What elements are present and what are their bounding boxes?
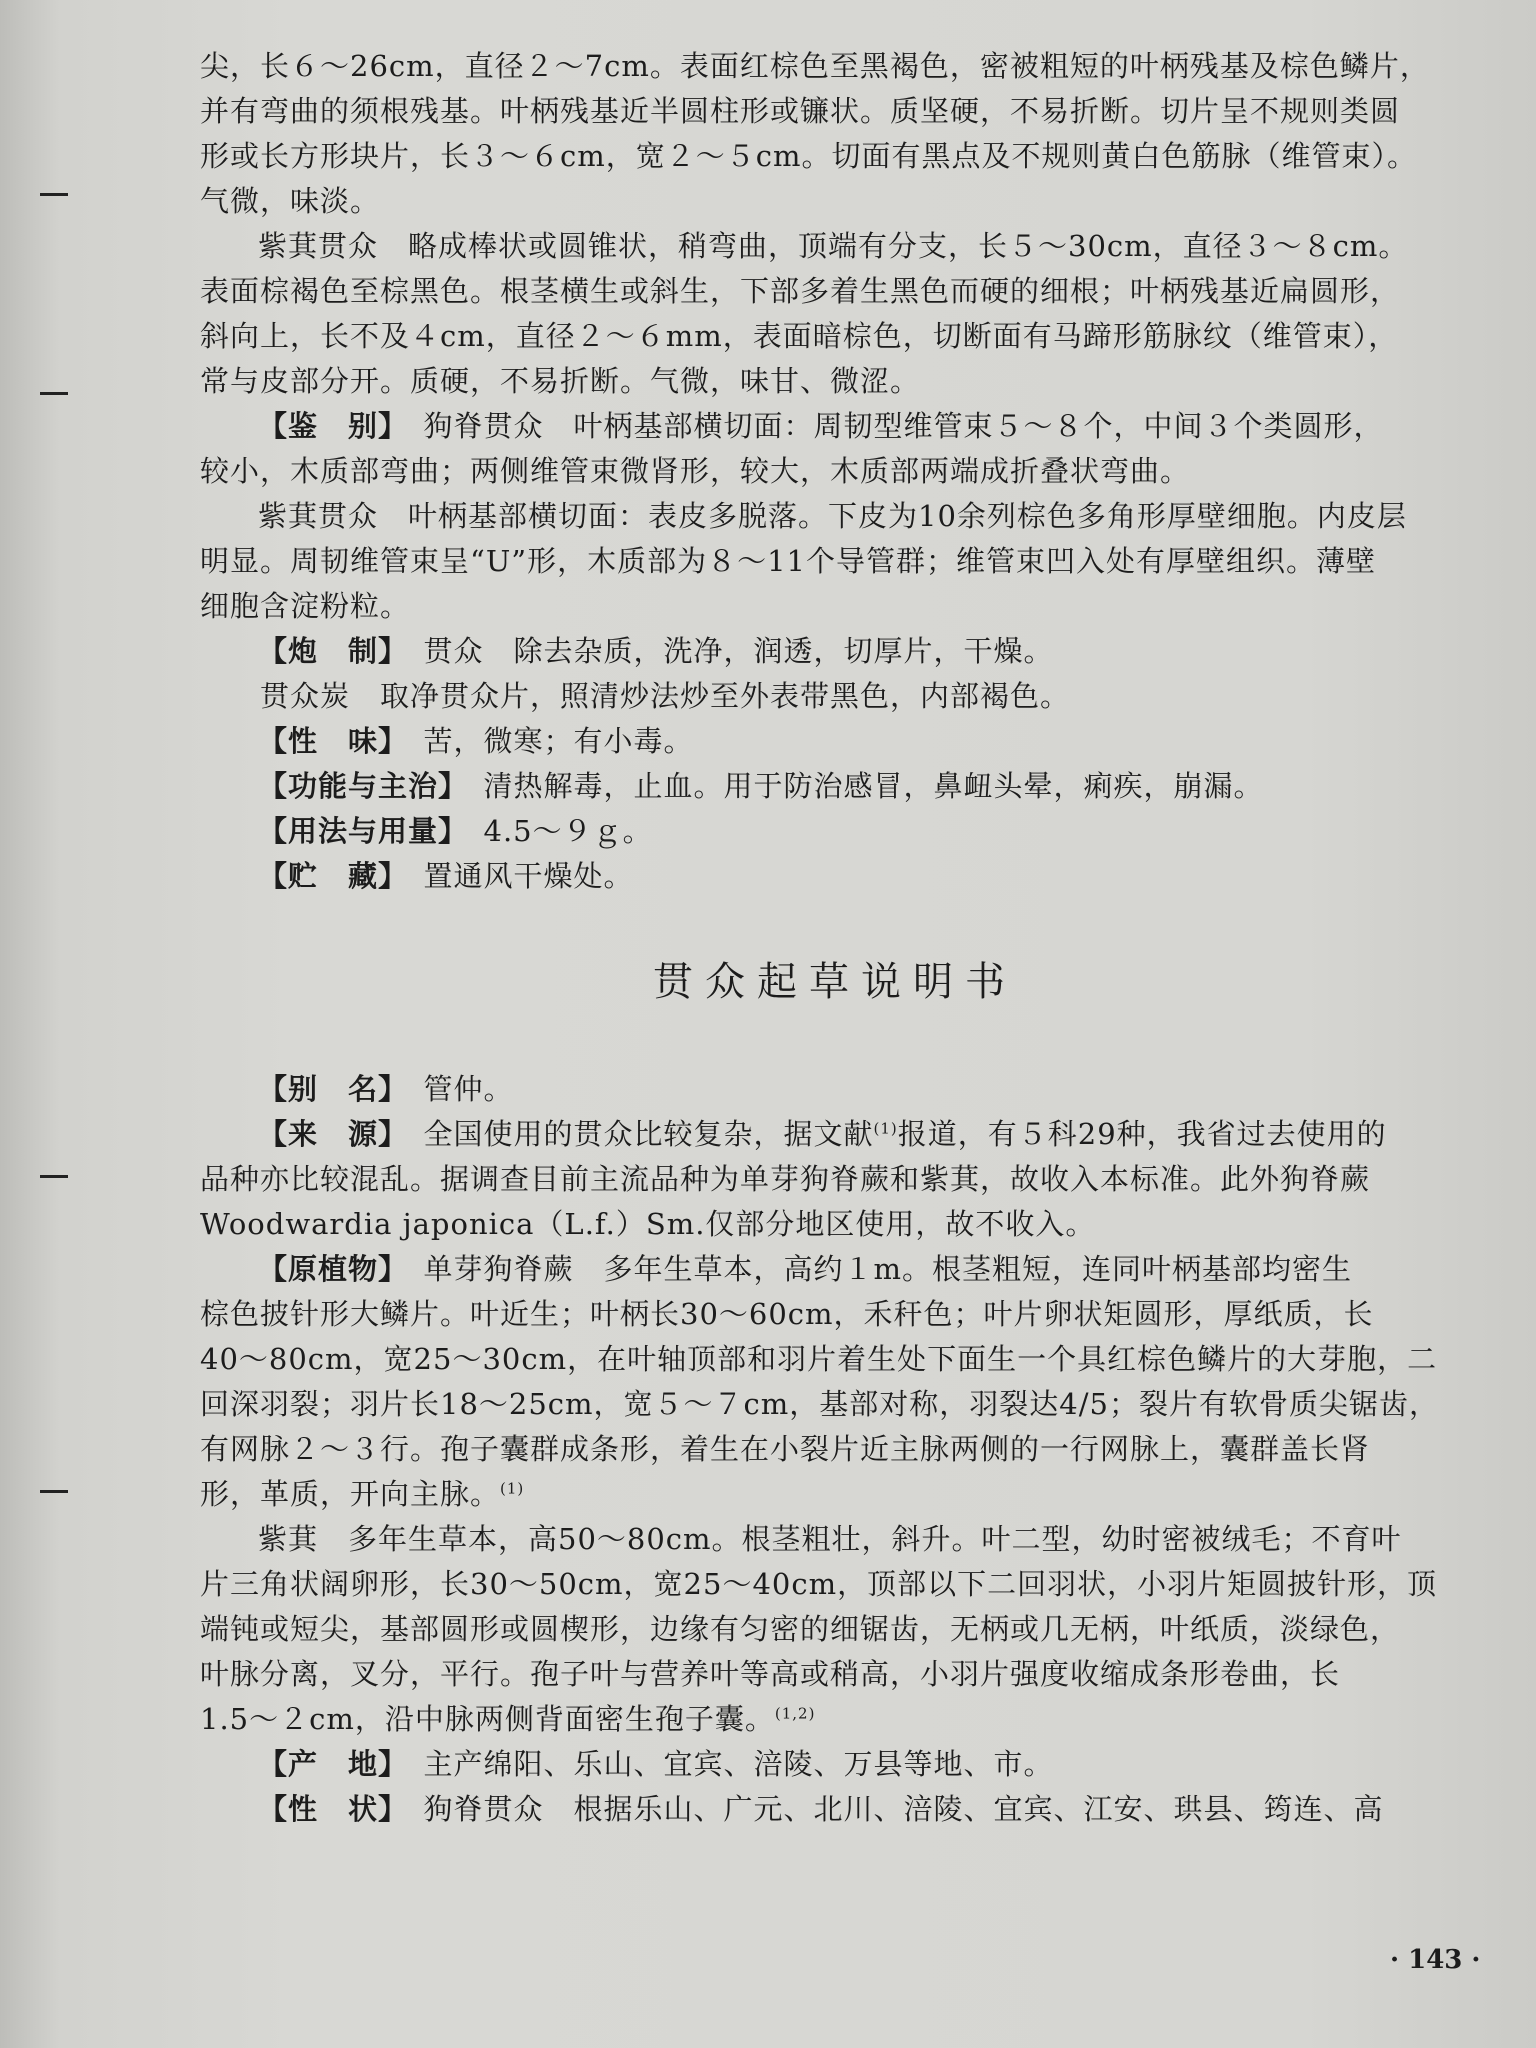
text-line: 叶脉分离，叉分，平行。孢子叶与营养叶等高或稍高，小羽片强度收缩成条形卷曲，长 [200,1657,1341,1691]
section-tag: 【用法与用量】 [258,814,454,848]
text-line: 常与皮部分开。质硬，不易折断。气微，味甘、微涩。 [200,364,921,398]
xingzhuang-paragraph [200,1787,1470,1832]
text-line: 品种亦比较混乱。据调查目前主流品种为单芽狗脊蕨和紫萁，故收入本标准。此外狗脊蕨 [200,1162,1371,1196]
text-line: 紫萁 多年生草本，高50～80cm。根茎粗壮，斜升。叶二型，幼时密被绒毛；不育叶 [258,1522,1402,1556]
text-line: 棕色披针形大鳞片。叶近生；叶柄长30～60cm，禾秆色；叶片卵状矩圆形，厚纸质，长 [200,1297,1374,1331]
text-line: 形，革质，开向主脉。 [200,1477,501,1511]
text-line: 单芽狗脊蕨 多年生草本，高约１m。根茎粗短，连同叶柄基部均密生 [393,1252,1353,1286]
text-line: 4.5～９ｇ。 [453,814,653,848]
chandi-paragraph [200,1742,1470,1787]
text-line: 报道，有５科29种，我省过去使用的 [897,1117,1387,1151]
binding-staple-mark [40,193,68,196]
text-line: 清热解毒，止血。用于防治感冒，鼻衄头晕，痢疾，崩漏。 [453,769,1264,803]
text-line: 全国使用的贯众比较复杂，据文献 [393,1117,874,1151]
reference-marker: (1) [500,1479,525,1498]
zhucang-paragraph [200,854,1470,899]
text-line: 细胞含淀粉粒。 [200,589,411,623]
section-tag: 【性 状】 [258,1792,394,1826]
text-line: 40～80cm，宽25～30cm，在叶轴顶部和羽片着生处下面生一个具红棕色鳞片的大芽胞，二 [200,1342,1438,1376]
text-line: 苦，微寒；有小毒。 [393,724,694,758]
text-line-with-ref [200,1472,1470,1517]
text-line: 较小，木质部弯曲；两侧维管束微肾形，较大，木质部两端成折叠状弯曲。 [200,454,1191,488]
section-tag: 【性 味】 [258,724,394,758]
text-line: 回深羽裂；羽片长18～25cm，宽５～７cm，基部对称，羽裂达4/5；裂片有软骨质尖锯齿， [200,1387,1439,1421]
yongfa-paragraph [200,809,1470,854]
text-line: 主产绵阳、乐山、宜宾、涪陵、万县等地、市。 [393,1747,1054,1781]
laiyuan-paragraph [200,1112,1470,1157]
text-line: 1.5～２cm，沿中脉两侧背面密生孢子囊。 [200,1702,775,1736]
section-title: 贯众起草说明书 [653,959,1017,1005]
reference-marker: (1) [873,1119,898,1138]
text-line: 管仲。 [393,1072,514,1106]
text-line: 表面棕褐色至棕黑色。根茎横生或斜生，下部多着生黑色而硬的细根；叶柄残基近扁圆形， [200,274,1401,308]
text-line: 尖，长６～26cm，直径２～7cm。表面红棕色至黑褐色，密被粗短的叶柄残基及棕色鳞片， [200,49,1430,83]
text-line: 明显。周韧维管束呈“U”形，木质部为８～11个导管群；维管束凹入处有厚壁组织。薄壁 [200,544,1376,578]
text-line: 并有弯曲的须根残基。叶柄残基近半圆柱形或镰状。质坚硬，不易折断。切片呈不规则类圆 [200,94,1401,128]
page-number: · 143 · [1390,1945,1481,1975]
bieming-paragraph [200,1067,1470,1112]
text-line: 紫萁贯众 略成棒状或圆锥状，稍弯曲，顶端有分支，长５～30cm，直径３～８cm。 [258,229,1409,263]
yuanzhiwu-paragraph [200,1247,1470,1292]
paozhi-paragraph [200,629,1470,674]
jianbie-paragraph [200,404,1470,449]
text-line: Woodwardia japonica（L.f.）Sm.仅部分地区使用，故不收入。 [200,1207,1096,1241]
section-tag: 【贮 藏】 [258,859,394,893]
gongneng-paragraph [200,764,1470,809]
text-line: 狗脊贯众 叶柄基部横切面：周韧型维管束５～８个，中间３个类圆形， [393,409,1384,443]
text-line: 有网脉２～３行。孢子囊群成条形，着生在小裂片近主脉两侧的一行网脉上，囊群盖长肾 [200,1432,1371,1466]
text-line: 贯众 除去杂质，洗净，润透，切厚片，干燥。 [393,634,1054,668]
section-tag: 【别 名】 [258,1072,394,1106]
binding-staple-mark [40,1175,68,1178]
section-tag: 【鉴 别】 [258,409,394,443]
text-line: 狗脊贯众 根据乐山、广元、北川、涪陵、宜宾、江安、珙县、筠连、高 [393,1792,1384,1826]
text-line: 气微，味淡。 [200,184,381,218]
text-line: 斜向上，长不及４cm，直径２～６mm，表面暗棕色，切断面有马蹄形筋脉纹（维管束）， [200,319,1399,353]
text-line: 端钝或短尖，基部圆形或圆楔形，边缘有匀密的细锯齿，无柄或几无柄，叶纸质，淡绿色， [200,1612,1401,1646]
section-tag: 【产 地】 [258,1747,394,1781]
text-line: 紫萁贯众 叶柄基部横切面：表皮多脱落。下皮为10余列棕色多角形厚壁细胞。内皮层 [258,499,1407,533]
section-tag: 【原植物】 [258,1252,394,1286]
reference-marker: (1,2) [774,1704,816,1723]
section-tag: 【炮 制】 [258,634,394,668]
text-line: 贯众炭 取净贯众片，照清炒法炒至外表带黑色，内部褐色。 [260,679,1071,713]
xingwei-paragraph [200,719,1470,764]
text-line-with-ref [200,1697,1470,1742]
section-tag: 【来 源】 [258,1117,394,1151]
page-text [200,44,1470,1832]
binding-staple-mark [40,1490,68,1493]
text-line: 片三角状阔卵形，长30～50cm，宽25～40cm，顶部以下二回羽状，小羽片矩圆披针形，顶 [200,1567,1438,1601]
binding-staple-mark [40,392,68,395]
section-tag: 【功能与主治】 [258,769,454,803]
text-line: 形或长方形块片，长３～６cm，宽２～５cm。切面有黑点及不规则黄白色筋脉（维管束）。 [200,139,1417,173]
text-line: 置通风干燥处。 [393,859,634,893]
